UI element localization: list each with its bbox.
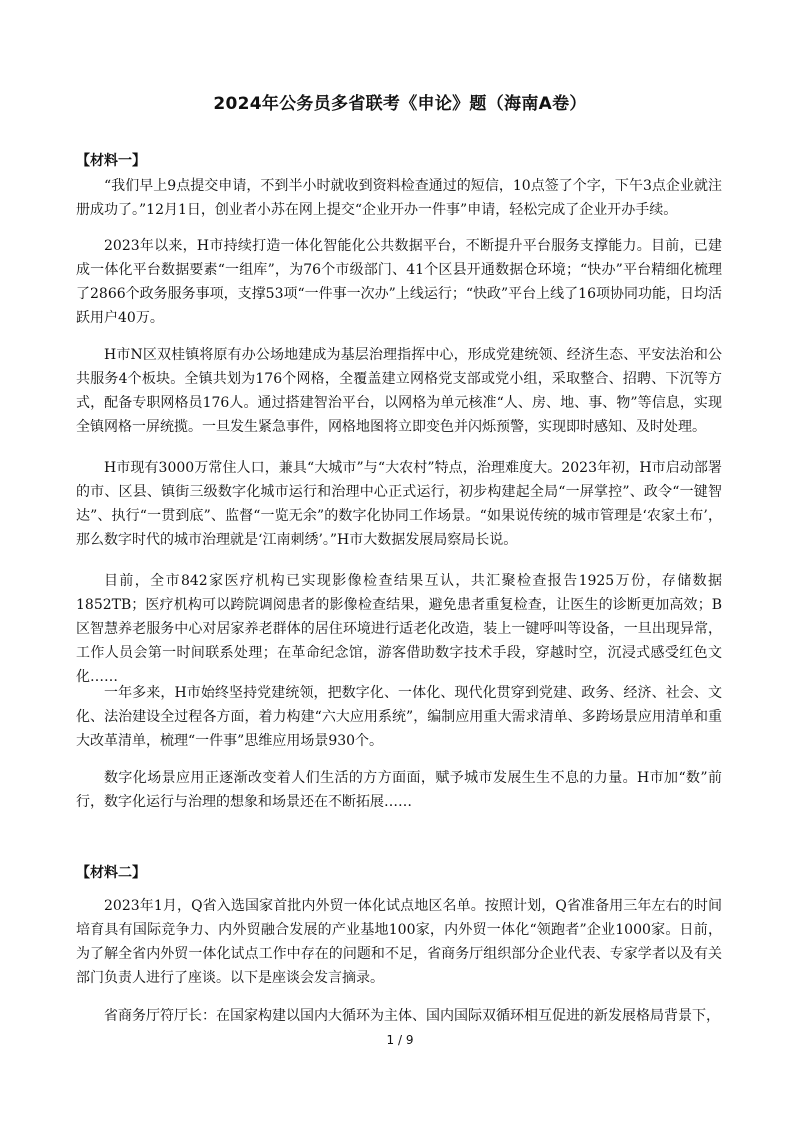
material1-paragraph-5: 目前，全市842家医疗机构已实现影像检查结果互认，共汇聚检查报告1925万份，存储数据1852TB；医疗机构可以跨院调阅患者的影像检查结果，避免患者重复检查，让医生的诊断更加高效；B区智慧养老服务中心对居家养老群体的居住环境进行适老化改造，装上一键呼叫等设备，一旦出现异常，工作人员会第一时间联系处理；在革命纪念馆，游客借助数字技术手段，穿越时空，沉浸式感受红色文化……	[76, 573, 722, 685]
material2-paragraph-1: 2023年1月，Q省入选国家首批内外贸一体化试点地区名单。按照计划，Q省准备用三年左右的时间培育具有国际竞争力、内外贸融合发展的产业基地100家，内外贸一体化“领跑者”企业1000家。日前，为了解全省内外贸一体化试点工作中存在的问题和不足，省商务厅组织部分企业代表、专家学者以及有关部门负责人进行了座谈。以下是座谈会发言摘录。	[76, 898, 722, 986]
material1-paragraph-3: H市N区双桂镇将原有办公场地建成为基层治理指挥中心，形成党建统领、经济生态、平安法治和公共服务4个板块。全镇共划为176个网格，全覆盖建立网格党支部或党小组，采取整合、招聘、下沉等方式，配备专职网格员176人。通过搭建智治平台，以网格为单元核准“人、房、地、事、物”等信息，实现全镇网格一屏统揽。一旦发生紧急事件，网格地图将立即变色并闪烁预警，实现即时感知、及时处理。	[76, 347, 722, 435]
material1-paragraph-7: 数字化场景应用正逐渐改变着人们生活的方方面面，赋予城市发展生生不息的力量。H市加“数”前行，数字化运行与治理的想象和场景还在不断拓展……	[76, 770, 722, 810]
material2-paragraph-2: 省商务厅符厅长：在国家构建以国内大循环为主体、国内国际双循环相互促进的新发展格局背景下，	[104, 1008, 720, 1024]
document-title: 2024年公务员多省联考《申论》题（海南A卷）	[213, 94, 587, 114]
material1-paragraph-2: 2023年以来，H市持续打造一体化智能化公共数据平台，不断提升平台服务支撑能力。目前，已建成一体化平台数据要素“一组库”，为76个市级部门、41个区县开通数据仓环境；“快办”平台精细化梳理了2866个政务服务事项，支撑53项“一件事一次办”上线运行；“快政”平台上线了16项协同功能，日均活跃用户40万。	[76, 238, 722, 326]
material1-paragraph-6: 一年多来，H市始终坚持党建统领，把数字化、一体化、现代化贯穿到党建、政务、经济、社会、文化、法治建设全过程各方面，着力构建“六大应用系统”，编制应用重大需求清单、多跨场景应用清单和重大改革清单，梳理“一件事”思维应用场景930个。	[76, 685, 722, 749]
material1-heading: 【材料一】	[76, 153, 146, 169]
page-number: 1 / 9	[386, 1033, 414, 1047]
material1-paragraph-1: “我们早上9点提交申请，不到半小时就收到资料检查通过的短信，10点签了个字，下午3点企业就注册成功了。”12月1日，创业者小苏在网上提交“企业开办一件事”申请，轻松完成了企业开办手续。	[76, 178, 722, 218]
material2-heading: 【材料二】	[76, 865, 146, 881]
material1-paragraph-4: H市现有3000万常住人口，兼具“大城市”与“大农村”特点，治理难度大。2023年初，H市启动部署的市、区县、镇街三级数字化城市运行和治理中心正式运行，初步构建起全局“一屏掌控”、政令“一键智达”、执行“一贯到底”、监督“一览无余”的数字化协同工作场景。“如果说传统的城市管理是‘农家土布’，那么数字时代的城市治理就是‘江南刺绣’。”H市大数据发展局察局长说。	[76, 460, 722, 548]
